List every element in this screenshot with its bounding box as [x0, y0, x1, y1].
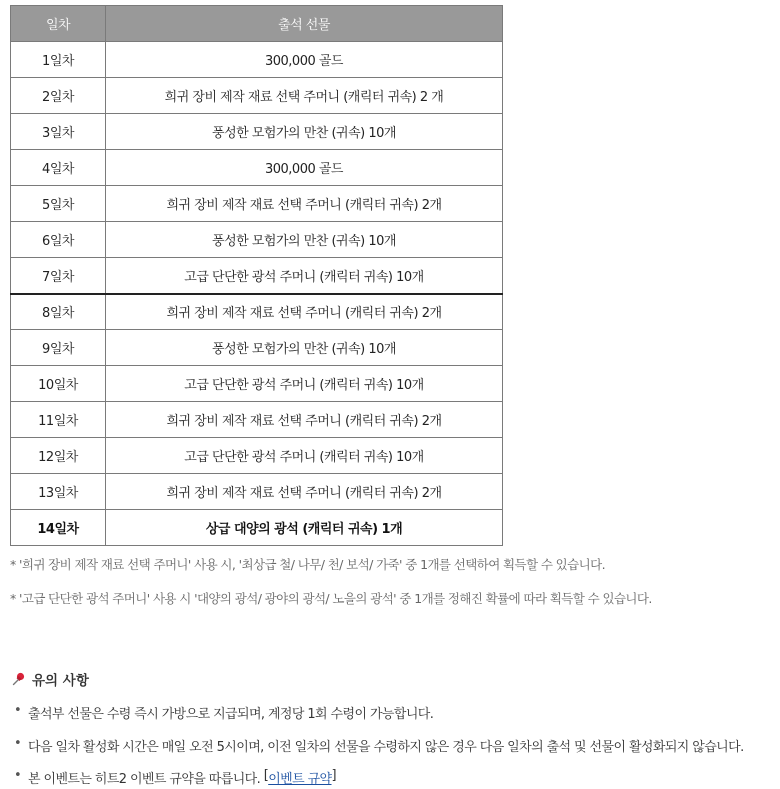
table-row [11, 366, 503, 402]
table-row [11, 114, 503, 150]
event-terms-link-prefix: [ [263, 768, 269, 783]
gift-cell: 300,000 골드 [106, 42, 503, 78]
header-gift: 출석 선물 [106, 6, 503, 42]
gift-cell: 희귀 장비 제작 재료 선택 주머니 (캐릭터 귀속) 2개 [106, 294, 503, 330]
caution-title-text: 유의 사항 [32, 673, 89, 689]
day-cell: 1일차 [11, 42, 106, 78]
gift-cell: 풍성한 모험가의 만찬 (귀속) 10개 [106, 330, 503, 366]
caution-item [14, 768, 336, 787]
day-cell: 7일차 [11, 258, 106, 294]
caution-section-title [12, 669, 89, 689]
gift-cell: 희귀 장비 제작 재료 선택 주머니 (캐릭터 귀속) 2 개 [106, 78, 503, 114]
day-cell: 3일차 [11, 114, 106, 150]
gift-cell: 고급 단단한 광석 주머니 (캐릭터 귀속) 10개 [106, 366, 503, 402]
table-row [11, 78, 503, 114]
gift-cell: 희귀 장비 제작 재료 선택 주머니 (캐릭터 귀속) 2개 [106, 474, 503, 510]
gift-cell: 희귀 장비 제작 재료 선택 주머니 (캐릭터 귀속) 2개 [106, 402, 503, 438]
day-cell: 6일차 [11, 222, 106, 258]
caution-item-text: 본 이벤트는 히트2 이벤트 규약을 따릅니다. [28, 772, 261, 787]
day-cell: 4일차 [11, 150, 106, 186]
bullet-dot: • [14, 703, 22, 718]
gift-cell: 300,000 골드 [106, 150, 503, 186]
day-cell: 5일차 [11, 186, 106, 222]
header-day: 일차 [11, 6, 106, 42]
table-row [11, 402, 503, 438]
gift-cell: 풍성한 모험가의 만찬 (귀속) 10개 [106, 114, 503, 150]
day-cell: 14일차 [11, 510, 106, 546]
caution-item-text: 다음 일차 활성화 시간은 매일 오전 5시이며, 이전 일차의 선물을 수령하지 않은 경우 다음 일차의 출석 및 선물이 활성화되지 않습니다. [28, 740, 744, 755]
table-row [11, 42, 503, 78]
day-cell: 13일차 [11, 474, 106, 510]
day-cell: 9일차 [11, 330, 106, 366]
pushpin-icon [12, 672, 26, 686]
day-cell: 11일차 [11, 402, 106, 438]
caution-item [14, 736, 744, 755]
table-row [11, 330, 503, 366]
gift-cell: 고급 단단한 광석 주머니 (캐릭터 귀속) 10개 [106, 438, 503, 474]
gift-cell: 고급 단단한 광석 주머니 (캐릭터 귀속) 10개 [106, 258, 503, 294]
table-row [11, 258, 503, 294]
note-ore-pouch: * '고급 단단한 광석 주머니' 사용 시 '대양의 광석/ 광야의 광석/ 노을의 광석' 중 1개를 정해진 확률에 따라 획득할 수 있습니다. [10, 591, 652, 606]
table-row [11, 186, 503, 222]
caution-item-text: 출석부 선물은 수령 즉시 가방으로 지급되며, 계정당 1회 수령이 가능합니다. [28, 707, 434, 722]
table-row [11, 510, 503, 546]
bullet-dot: • [14, 768, 22, 783]
day-cell: 10일차 [11, 366, 106, 402]
table-header-row [11, 6, 503, 42]
bullet-dot: • [14, 736, 22, 751]
table-row [11, 150, 503, 186]
gift-cell: 풍성한 모험가의 만찬 (귀속) 10개 [106, 222, 503, 258]
event-terms-link[interactable]: 이벤트 규약 [268, 772, 332, 787]
gift-cell: 상급 대양의 광석 (캐릭터 귀속) 1개 [106, 510, 503, 546]
note-rare-pouch: * '희귀 장비 제작 재료 선택 주머니' 사용 시, '최상급 철/ 나무/ 천/ 보석/ 가죽' 중 1개를 선택하여 획득할 수 있습니다. [10, 557, 605, 572]
table-row [11, 438, 503, 474]
event-terms-link-suffix: ] [331, 768, 336, 783]
gift-cell: 희귀 장비 제작 재료 선택 주머니 (캐릭터 귀속) 2개 [106, 186, 503, 222]
caution-item [14, 703, 433, 722]
day-cell: 8일차 [11, 294, 106, 330]
table-row [11, 222, 503, 258]
attendance-reward-table [10, 5, 503, 546]
day-cell: 12일차 [11, 438, 106, 474]
table-row [11, 474, 503, 510]
day-cell: 2일차 [11, 78, 106, 114]
table-row [11, 294, 503, 330]
